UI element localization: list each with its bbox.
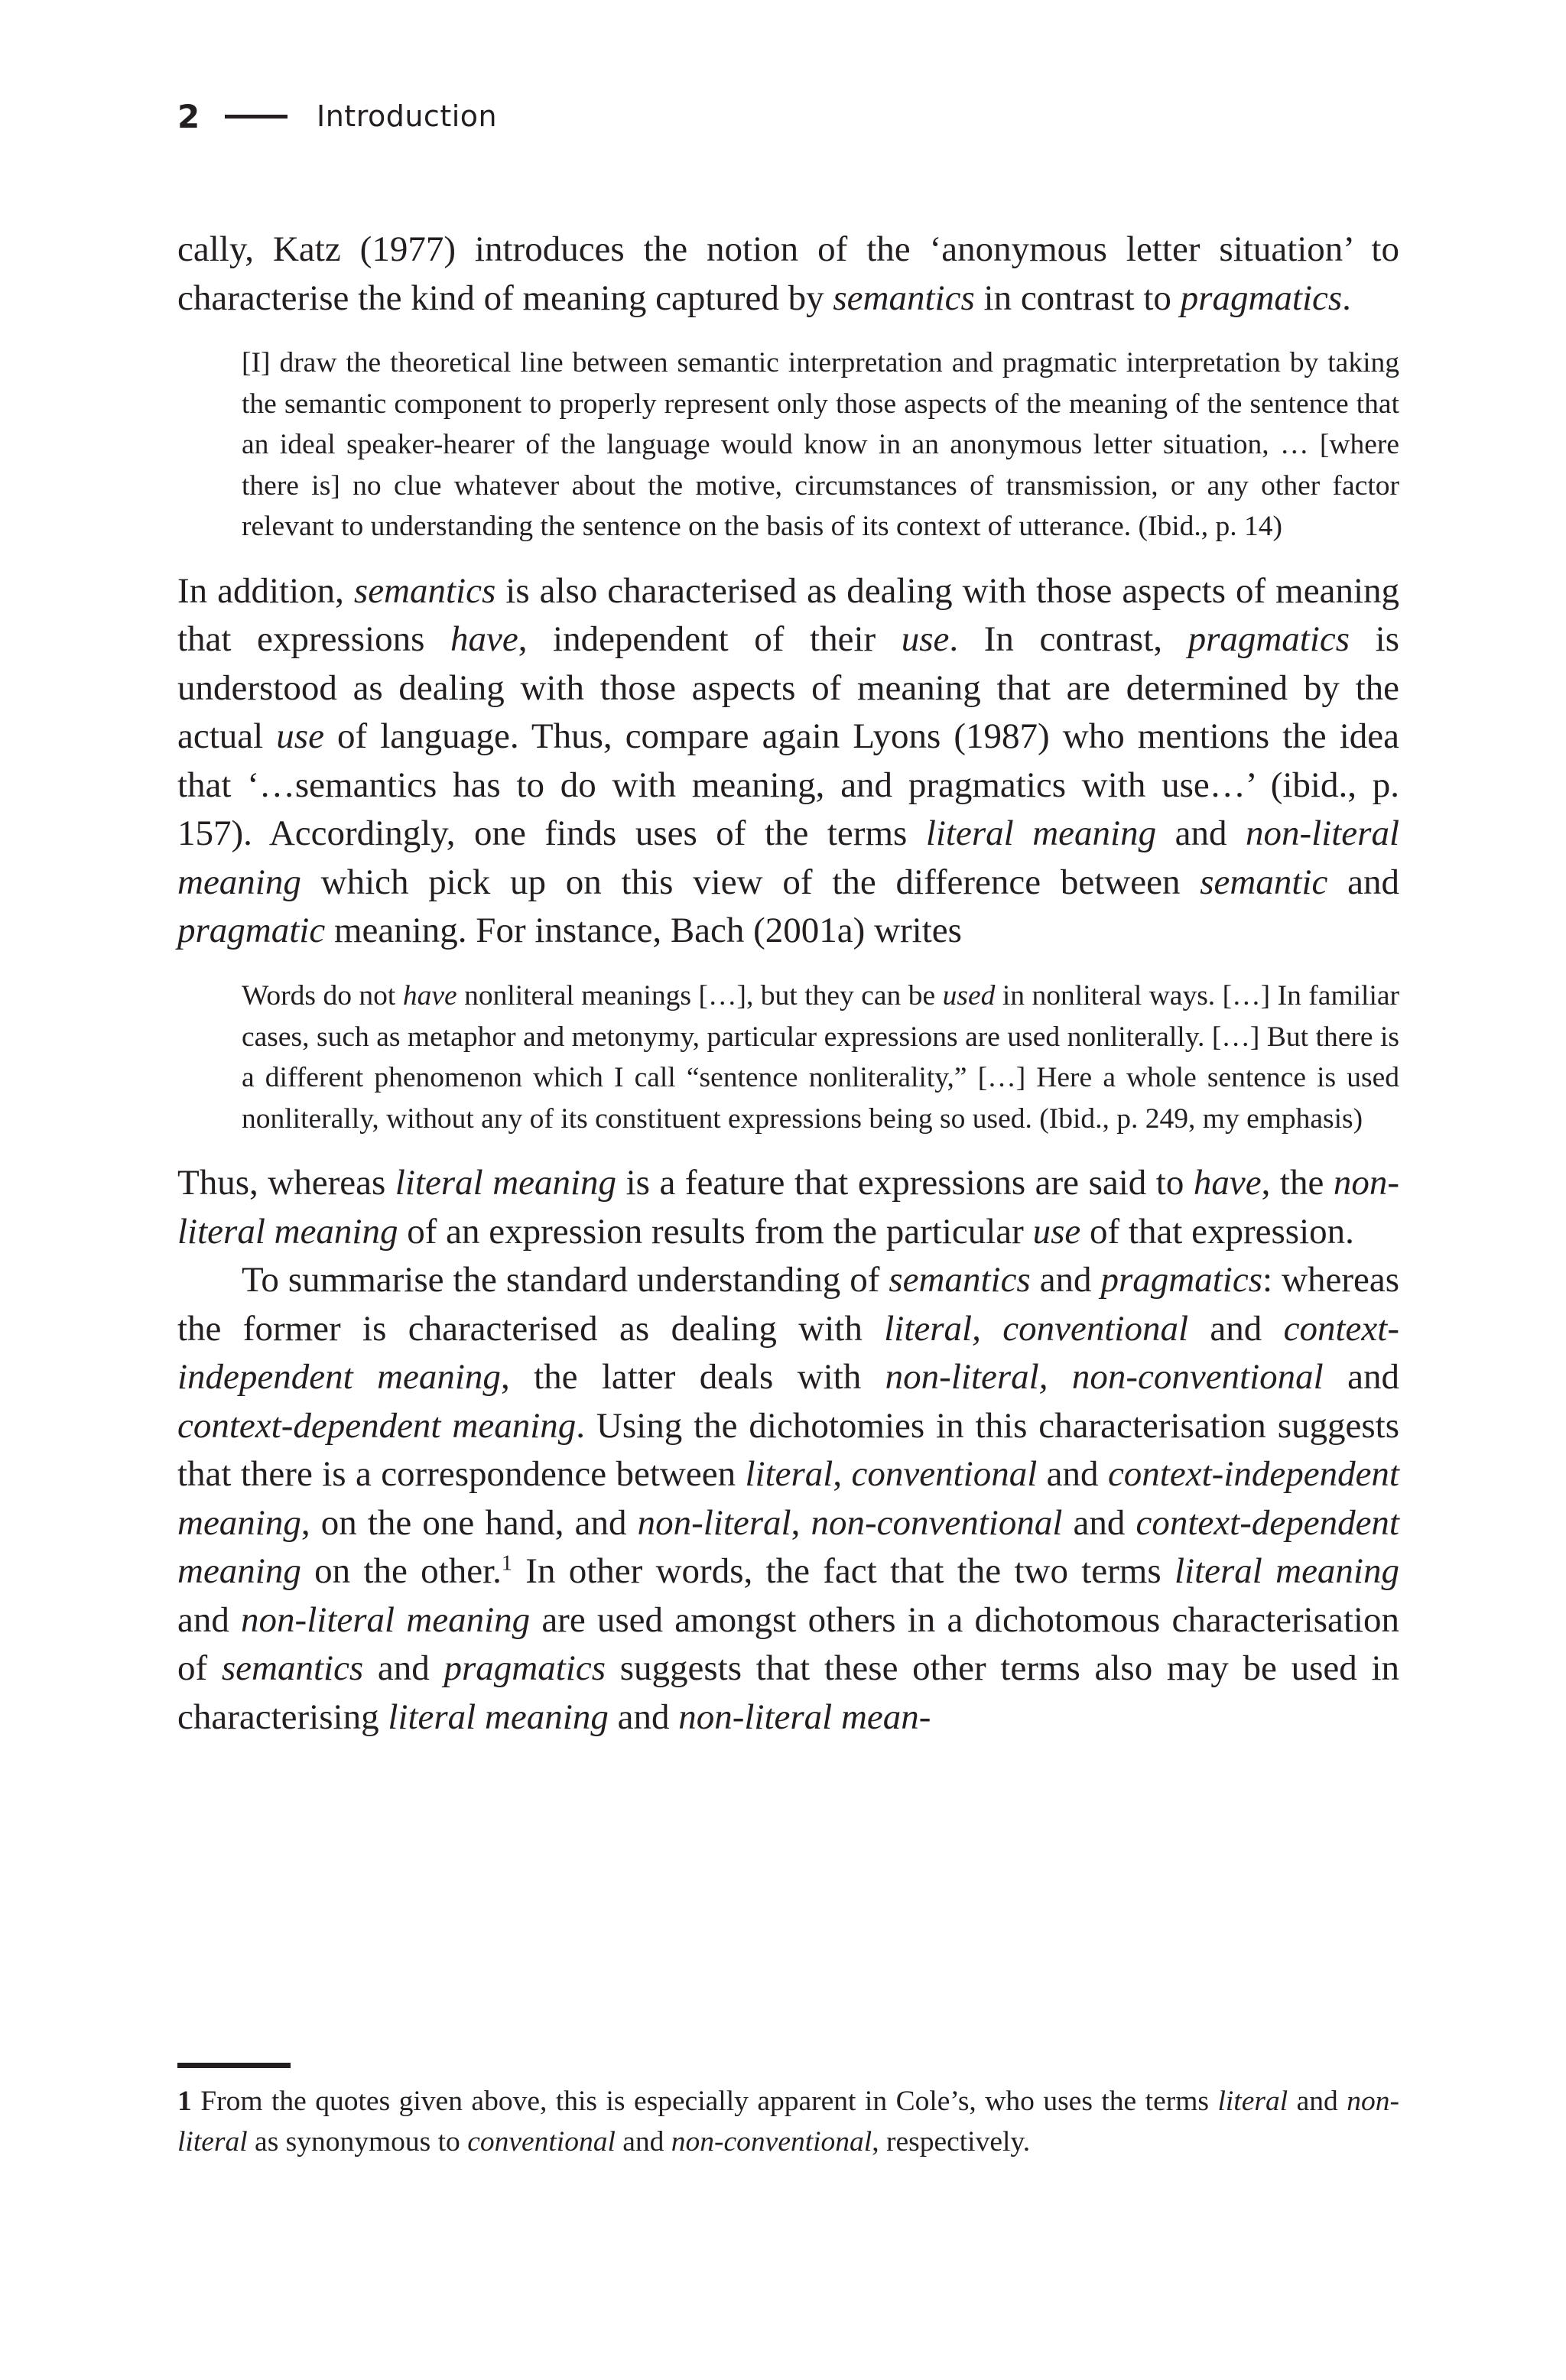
page-number: 2 [177, 97, 200, 135]
header-rule [225, 115, 288, 119]
block-quote-katz: [I] draw the theoretical line between semantic interpretation and pragmatic interpretation by taking the semantic component to properly represent only those aspects of the meaning of the sentence that an ideal speaker-hearer of the language would know in an anonymous letter situation, … [where there is] no clue whatever about the motive, circumstances of transmission, or any other factor relevant to understanding the sentence on the basis of its context of utterance. (Ibid., p. 14) [242, 347, 1399, 543]
footnote-number: 1 [177, 2086, 192, 2117]
paragraph-thus-whereas: Thus, whereas literal meaning is a feature that expressions are said to have, the non-literal meaning of an expression results from the particular use of that expression. [177, 1163, 1400, 1252]
paragraph-summary: To summarise the standard understanding of semantics and pragmatics: whereas the former is characterised as dealing with literal, conventional and context-independent meaning, the latter deals with non-literal, non-conventional and context-dependent meaning. Using the dichotomies in this characterisation suggests that there is a correspondence between literal, conventional and context-independent meaning, on the one hand, and non-literal, non-conventional and context-dependent meaning on the other.$^1$ In other words, the fact that the two terms literal meaning and non-literal meaning are used amongst others in a dichotomous characterisation of semantics and pragmatics suggests that these other terms also may be used in characterising literal meaning and non-literal mean- [177, 1260, 1399, 1737]
main-text [177, 226, 1399, 1742]
footnote-reference[interactable]: 1 [501, 1551, 512, 1576]
block-quote-bach: Words do not have nonliteral meanings […], but they can be used in nonliteral ways. […] In familiar cases, such as metaphor and metonymy, particular expressions are used nonliterally. […] But there is a different phenomenon which I call “sentence nonliterality,” […] Here a whole sentence is used nonliterally, without any of its constituent expressions being so used. (Ibid., p. 249, my emphasis) [242, 979, 1399, 1135]
paragraph-semantics-use: In addition, semantics is also characterised as dealing with those aspects of meaning that expressions have, independent of their use. In contrast, pragmatics is understood as dealing with those aspects of meaning that are determined by the actual use of language. Thus, compare again Lyons (1987) who mentions the idea that ‘…semantics has to do with meaning, and pragmatics with use…’ (ibid., p. 157). Accordingly, one finds uses of the terms literal meaning and non-literal meaning which pick up on this view of the difference between semantic and pragmatic meaning. For instance, Bach (2001a) writes [177, 570, 1400, 951]
paragraph-katz: cally, Katz (1977) introduces the notion of the ‘anonymous letter situation’ to characterise the kind of meaning captured by semantics in contrast to pragmatics. [177, 229, 1399, 318]
footnote-rule [177, 2063, 291, 2068]
running-head-title: Introduction [317, 99, 498, 133]
running-header [177, 93, 497, 139]
footnote: 1 From the quotes given above, this is especially apparent in Cole’s, who uses the terms literal and non-literal as synonymous to conventional and non-conventional, respectively. [177, 2086, 1399, 2158]
